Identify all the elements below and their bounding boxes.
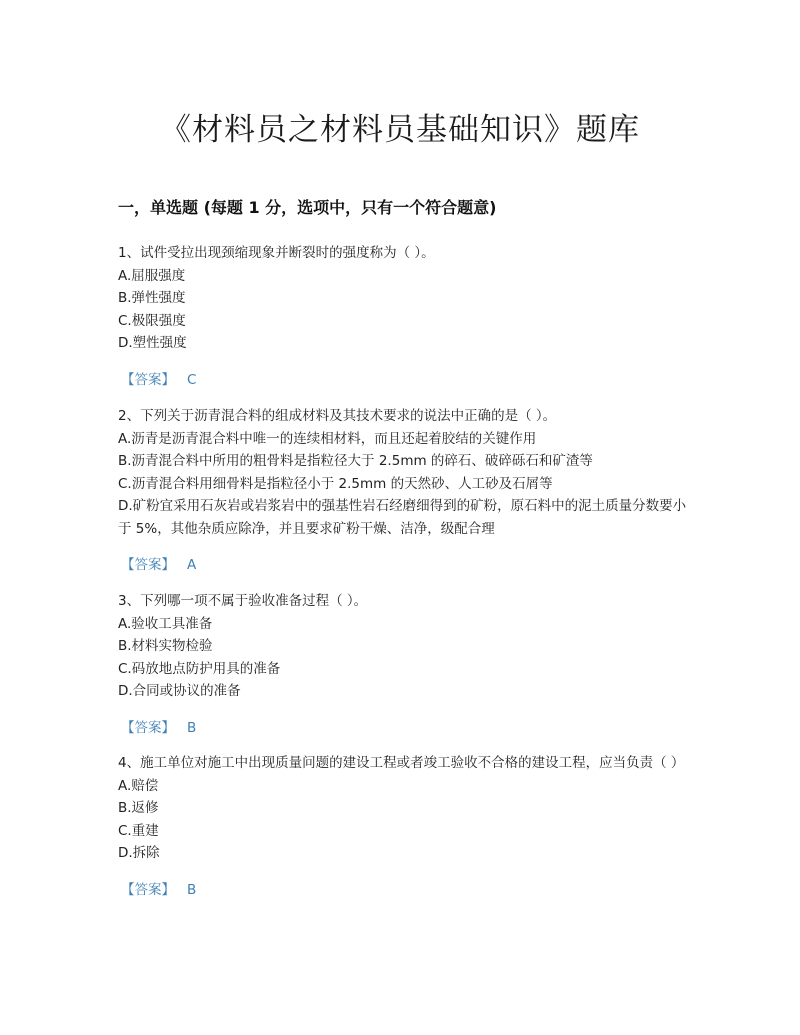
answer-label: 【答案】 xyxy=(121,557,175,573)
answer-line xyxy=(121,554,688,576)
option-c: C.极限强度 xyxy=(118,312,186,329)
page-title: 《材料员之材料员基础知识》题库 xyxy=(160,112,640,148)
option-d: D.塑性强度 xyxy=(118,335,187,351)
option-c: C.沥青混合料用细骨料是指粒径小于 2.5mm 的天然砂、人工砂及石屑等 xyxy=(118,475,553,492)
option-d: D.合同或协议的准备 xyxy=(118,683,241,699)
answer-label: 【答案】 xyxy=(121,371,175,388)
question-1 xyxy=(118,242,688,391)
option-a: A.赔偿 xyxy=(118,777,159,794)
question-text: 2、下列关于沥青混合料的组成材料及其技术要求的说法中正确的是（ ）。 xyxy=(118,408,557,424)
question-3 xyxy=(118,590,688,739)
answer-line xyxy=(121,879,688,901)
answer-value: B xyxy=(187,881,197,898)
answer-line xyxy=(121,717,688,739)
option-d: D.矿粉宜采用石灰岩或岩浆岩中的强基性岩石经磨细得到的矿粉，原石料中的泥土质量分数要小于 5%，其他杂质应除净，并且要求矿粉干燥、洁净，级配合理 xyxy=(118,498,687,537)
question-4 xyxy=(118,752,688,901)
question-text: 1、试件受拉出现颈缩现象并断裂时的强度称为（ ）。 xyxy=(118,245,435,261)
question-text: 4、施工单位对施工中出现质量问题的建设工程或者竣工验收不合格的建设工程，应当负责（ ） xyxy=(118,755,685,771)
option-d: D.拆除 xyxy=(118,845,160,861)
option-a: A.验收工具准备 xyxy=(118,615,213,632)
option-b: B.弹性强度 xyxy=(118,290,186,306)
option-a: A.屈服强度 xyxy=(118,267,186,284)
answer-value: A xyxy=(187,557,197,573)
answer-value: C xyxy=(187,371,197,388)
answer-label: 【答案】 xyxy=(121,881,175,898)
option-a: A.沥青是沥青混合料中唯一的连续相材料，而且还起着胶结的关键作用 xyxy=(118,430,537,447)
option-c: C.码放地点防护用具的准备 xyxy=(118,660,281,677)
option-b: B.沥青混合料中所用的粗骨料是指粒径大于 2.5mm 的碎石、破碎砾石和矿渣等 xyxy=(118,453,593,469)
section-heading: 一，单选题 (每题 1 分，选项中，只有一个符合题意) xyxy=(118,198,497,217)
question-2 xyxy=(118,405,688,576)
option-c: C.重建 xyxy=(118,822,159,839)
answer-value: B xyxy=(187,719,197,736)
question-text: 3、下列哪一项不属于验收准备过程（ ）。 xyxy=(118,593,368,609)
option-b: B.返修 xyxy=(118,800,159,816)
option-b: B.材料实物检验 xyxy=(118,638,213,654)
answer-line xyxy=(121,369,688,391)
answer-label: 【答案】 xyxy=(121,719,175,736)
